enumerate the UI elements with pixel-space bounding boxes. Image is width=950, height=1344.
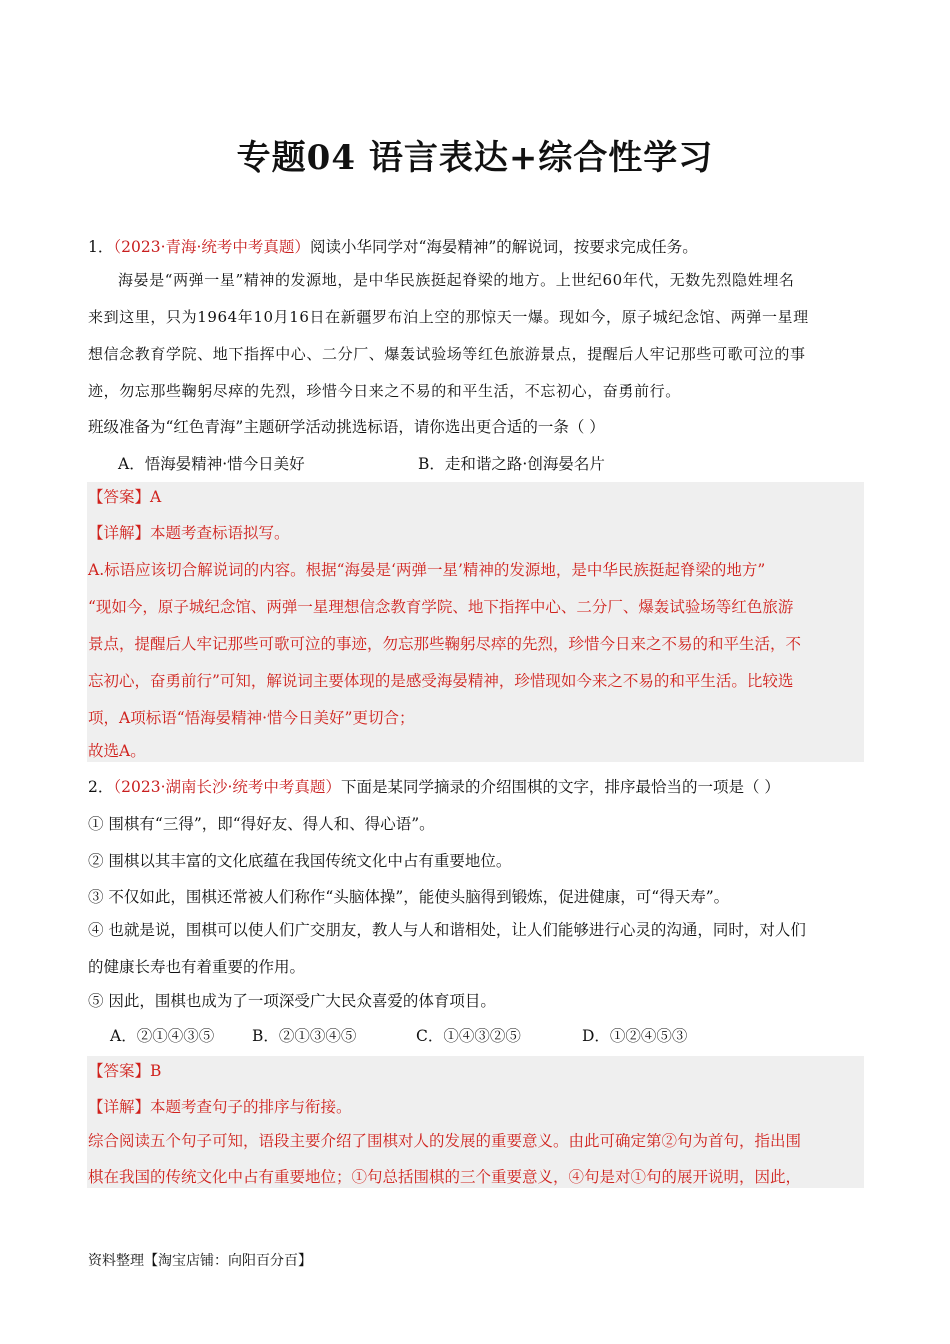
analysis-line: 故选A。 <box>88 742 146 760</box>
page-footer: 资料整理【淘宝店铺：向阳百分百】 <box>88 1253 312 1269</box>
sentence-1: ① 围棋有“三得”，即“得好友、得人和、得心语”。 <box>88 815 435 833</box>
option-a: A．悟海晏精神·惜今日美好 <box>118 455 305 473</box>
passage-line: 海晏是“两弹一星”精神的发源地，是中华民族挺起脊梁的地方。上世纪60年代，无数先烈隐姓埋名 <box>118 271 795 289</box>
analysis-line: 棋在我国的传统文化中占有重要地位；①句总括围棋的三个重要意义，④句是对①句的展开说明，因此， <box>88 1168 802 1186</box>
passage-line: 想信念教育学院、地下指挥中心、二分厂、爆轰试验场等红色旅游景点，提醒后人牢记那些可歌可泣的事 <box>88 345 806 363</box>
analysis-line: 忘初心，奋勇前行”可知，解说词主要体现的是感受海晏精神，珍惜现如今来之不易的和平生活。比较选 <box>88 672 794 690</box>
option-b: B．②①③④⑤ <box>252 1027 357 1045</box>
answer-line: 【答案】A <box>88 488 162 506</box>
question-stem: 下面是某同学摘录的介绍围棋的文字，排序最恰当的一项是（ ） <box>340 778 780 796</box>
analysis-line: 综合阅读五个句子可知，语段主要介绍了围棋对人的发展的重要意义。由此可确定第②句为首句，指出围 <box>88 1132 802 1150</box>
answer-box-1 <box>87 482 864 762</box>
page-title: 专题04 语言表达+综合性学习 <box>236 138 714 178</box>
sentence-4: ④ 也就是说，围棋可以使人们广交朋友，教人与人和谐相处，让人们能够进行心灵的沟通，同时，对人们 <box>88 921 806 939</box>
question-source: （2023·青海·统考中考真题） <box>113 238 310 256</box>
detail-line: 【详解】本题考查句子的排序与衔接。 <box>88 1098 352 1116</box>
question-task: 班级准备为“红色青海”主题研学活动挑选标语，请你选出更合适的一条（ ） <box>88 418 605 436</box>
detail-line: 【详解】本题考查标语拟写。 <box>88 524 290 542</box>
option-c: C．①④③②⑤ <box>416 1027 521 1045</box>
option-b: B．走和谐之路·创海晏名片 <box>418 455 605 473</box>
sentence-4-cont: 的健康长寿也有着重要的作用。 <box>88 958 306 976</box>
question-number: 2． <box>88 778 114 796</box>
question-number: 1． <box>88 238 114 256</box>
passage-line: 迹，勿忘那些鞠躬尽瘁的先烈，珍惜今日来之不易的和平生活，不忘初心，奋勇前行。 <box>88 382 681 400</box>
option-d: D．①②④⑤③ <box>582 1027 688 1045</box>
question-source: （2023·湖南长沙·统考中考真题） <box>113 778 341 796</box>
answer-box-2 <box>87 1056 864 1188</box>
question-1-header <box>88 236 868 258</box>
question-2-header <box>88 776 868 798</box>
analysis-line: A.标语应该切合解说词的内容。根据“海晏是‘两弹一星’精神的发源地，是中华民族挺起脊梁的地方” <box>88 561 766 579</box>
sentence-2: ② 围棋以其丰富的文化底蕴在我国传统文化中占有重要地位。 <box>88 852 512 870</box>
analysis-line: “现如今，原子城纪念馆、两弹一星理想信念教育学院、地下指挥中心、二分厂、爆轰试验场等红色旅游 <box>88 598 794 616</box>
passage-line: 来到这里，只为1964年10月16日在新疆罗布泊上空的那惊天一爆。现如今，原子城纪念馆、两弹一星理 <box>88 308 809 326</box>
option-a: A．②①④③⑤ <box>110 1027 215 1045</box>
sentence-3: ③ 不仅如此，围棋还常被人们称作“头脑体操”，能使头脑得到锻炼，促进健康，可“得天寿”。 <box>88 888 730 906</box>
analysis-line: 景点，提醒后人牢记那些可歌可泣的事迹，勿忘那些鞠躬尽瘁的先烈，珍惜今日来之不易的和平生活，不 <box>88 635 802 653</box>
analysis-line: 项，A项标语“悟海晏精神·惜今日美好”更切合； <box>88 709 415 727</box>
answer-line: 【答案】B <box>88 1062 162 1080</box>
question-stem: 阅读小华同学对“海晏精神”的解说词，按要求完成任务。 <box>309 238 698 256</box>
sentence-5: ⑤ 因此，围棋也成为了一项深受广大民众喜爱的体育项目。 <box>88 992 496 1010</box>
